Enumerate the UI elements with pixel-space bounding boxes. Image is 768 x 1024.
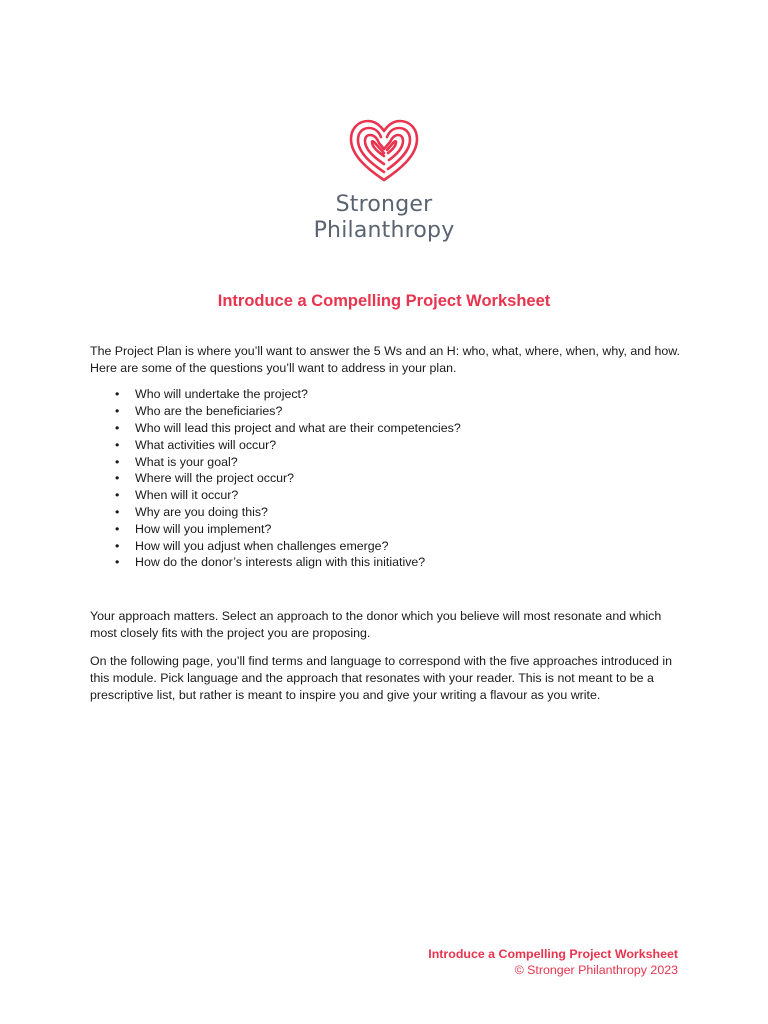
- intro-paragraph: The Project Plan is where you’ll want to answer the 5 Ws and an H: who, what, where, when, why, and how. Here are some of the questions you’ll want to address in your plan.: [90, 344, 681, 376]
- heart-fingerprint-icon: [347, 118, 421, 184]
- list-item: • What activities will occur?: [90, 437, 690, 454]
- list-item: • Why are you doing this?: [90, 504, 690, 521]
- brand-name-line2: Philanthropy: [313, 218, 455, 243]
- footer-title: Introduce a Compelling Project Worksheet: [428, 947, 678, 961]
- page-title: Introduce a Compelling Project Worksheet: [217, 292, 551, 310]
- brand-logo: [0, 118, 768, 244]
- question-list: [90, 386, 690, 571]
- list-item: • Who are the beneficiaries?: [90, 403, 690, 420]
- footer-copyright: © Stronger Philanthropy 2023: [514, 963, 678, 977]
- list-item: • What is your goal?: [90, 454, 690, 471]
- list-item: • When will it occur?: [90, 487, 690, 504]
- brand-name-line1: Stronger: [335, 192, 433, 217]
- following-page-paragraph: On the following page, you’ll find terms and language to correspond with the five approaches introduced in this module. Pick language and the approach that resonates with your reader. This is not meant to be a prescriptive list, but rather is meant to inspire you and give your writing a flavour as you write.: [90, 653, 673, 702]
- page-footer: [428, 946, 678, 978]
- list-item: • Where will the project occur?: [90, 470, 690, 487]
- approach-paragraph: Your approach matters. Select an approach to the donor which you believe will most resonate and which most closely fits with the project you are proposing.: [90, 609, 662, 641]
- list-item: • Who will undertake the project?: [90, 386, 690, 403]
- list-item: • How will you adjust when challenges emerge?: [90, 538, 690, 555]
- list-item: • How will you implement?: [90, 521, 690, 538]
- list-item: • How do the donor’s interests align with this initiative?: [90, 554, 690, 571]
- list-item: • Who will lead this project and what are their competencies?: [90, 420, 690, 437]
- document-body: [90, 343, 690, 704]
